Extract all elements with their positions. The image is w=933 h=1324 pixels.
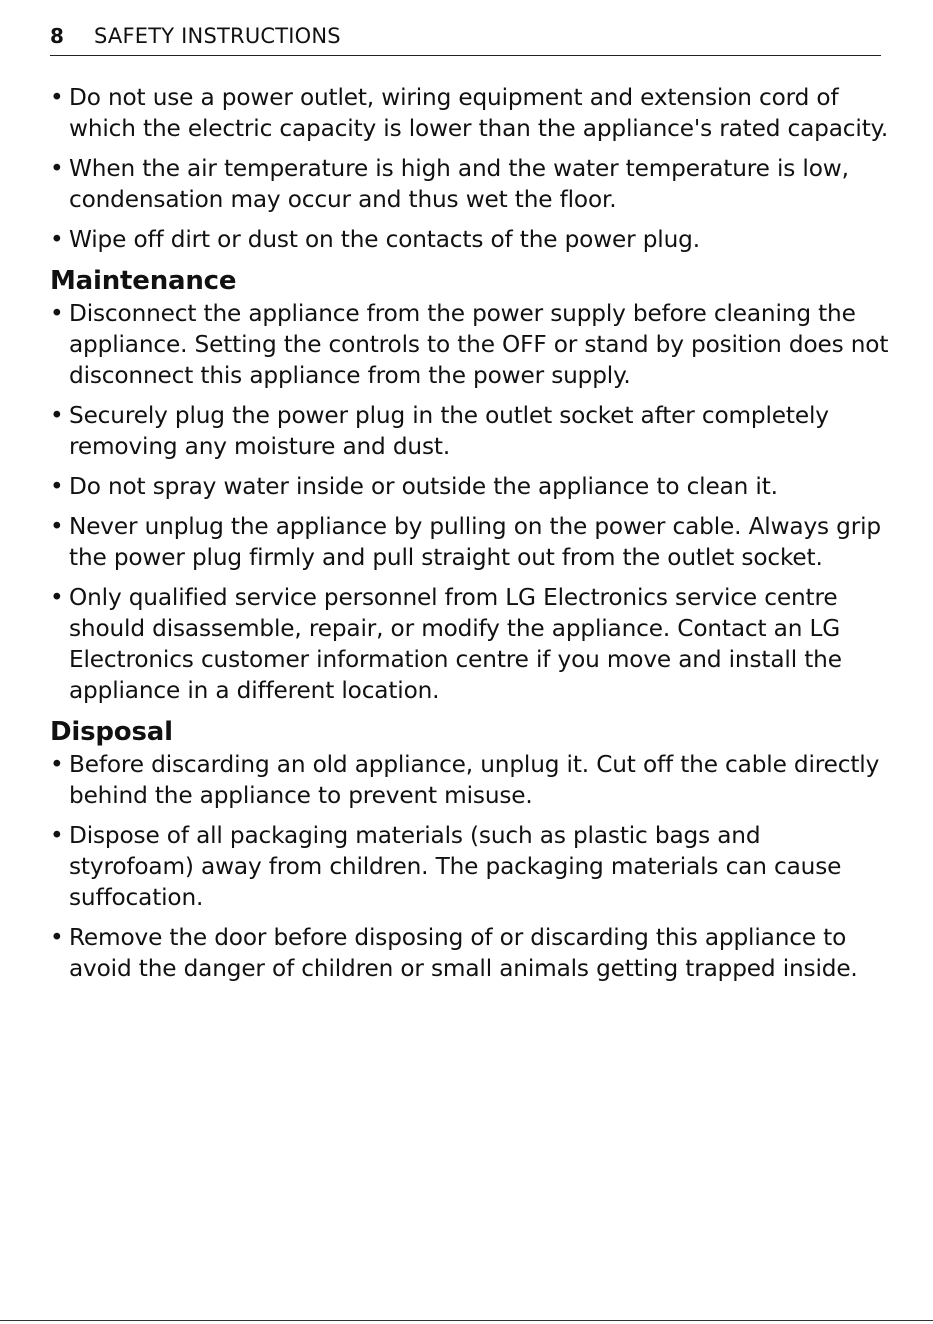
list-item (50, 582, 890, 706)
list-item (50, 224, 890, 255)
page-bottom-rule (0, 1320, 933, 1321)
list-item (50, 820, 890, 913)
list-item-text: Wipe off dirt or dust on the contacts of the power plug. (69, 226, 700, 253)
bullet-icon: • (50, 226, 64, 253)
bullet-icon: • (50, 402, 64, 429)
list-item-text: Dispose of all packaging materials (such as plastic bags and styrofoam) away from children. The packaging materials can cause suffocation. (69, 822, 842, 911)
list-item-text: Securely plug the power plug in the outlet socket after completely removing any moisture and dust. (69, 402, 829, 460)
list-item-text: When the air temperature is high and the water temperature is low, condensation may occur and thus wet the floor. (69, 155, 849, 213)
list-item-text: Remove the door before disposing of or discarding this appliance to avoid the danger of children or small animals getting trapped inside. (69, 924, 858, 982)
section-heading-maintenance: Maintenance (50, 266, 237, 296)
list-item-text: Never unplug the appliance by pulling on the power cable. Always grip the power plug firmly and pull straight out from the outlet socket. (69, 513, 881, 571)
list-item-text: Only qualified service personnel from LG Electronics service centre should disassemble, repair, or modify the appliance. Contact an LG Electronics customer information centre if you move and install the appliance in a different location. (69, 584, 842, 704)
list-item-text: Do not spray water inside or outside the appliance to clean it. (69, 473, 778, 500)
list-item-text: Do not use a power outlet, wiring equipment and extension cord of which the electric capacity is lower than the appliance's rated capacity. (69, 84, 889, 142)
page-content (50, 82, 890, 993)
list-item (50, 298, 890, 391)
bullet-icon: • (50, 84, 64, 111)
bullet-icon: • (50, 513, 64, 540)
maintenance-list (50, 298, 890, 706)
list-item (50, 922, 890, 984)
bullet-icon: • (50, 473, 64, 500)
bullet-icon: • (50, 751, 64, 778)
bullet-icon: • (50, 155, 64, 182)
list-item (50, 749, 890, 811)
list-item-text: Disconnect the appliance from the power supply before cleaning the appliance. Setting the controls to the OFF or stand by position does not disconnect this appliance from the power supply. (69, 300, 889, 389)
section-heading-disposal: Disposal (50, 717, 173, 747)
list-item-text: Before discarding an old appliance, unplug it. Cut off the cable directly behind the appliance to prevent misuse. (69, 751, 880, 809)
list-item (50, 82, 890, 144)
bullet-icon: • (50, 300, 64, 327)
disposal-list (50, 749, 890, 984)
list-item (50, 471, 890, 502)
bullet-icon: • (50, 924, 64, 951)
header-title: SAFETY INSTRUCTIONS (94, 24, 341, 48)
list-item (50, 400, 890, 462)
bullet-icon: • (50, 584, 64, 611)
intro-list (50, 82, 890, 255)
bullet-icon: • (50, 822, 64, 849)
list-item (50, 511, 890, 573)
page-number: 8 (50, 24, 64, 48)
list-item (50, 153, 890, 215)
page-header (50, 20, 881, 56)
